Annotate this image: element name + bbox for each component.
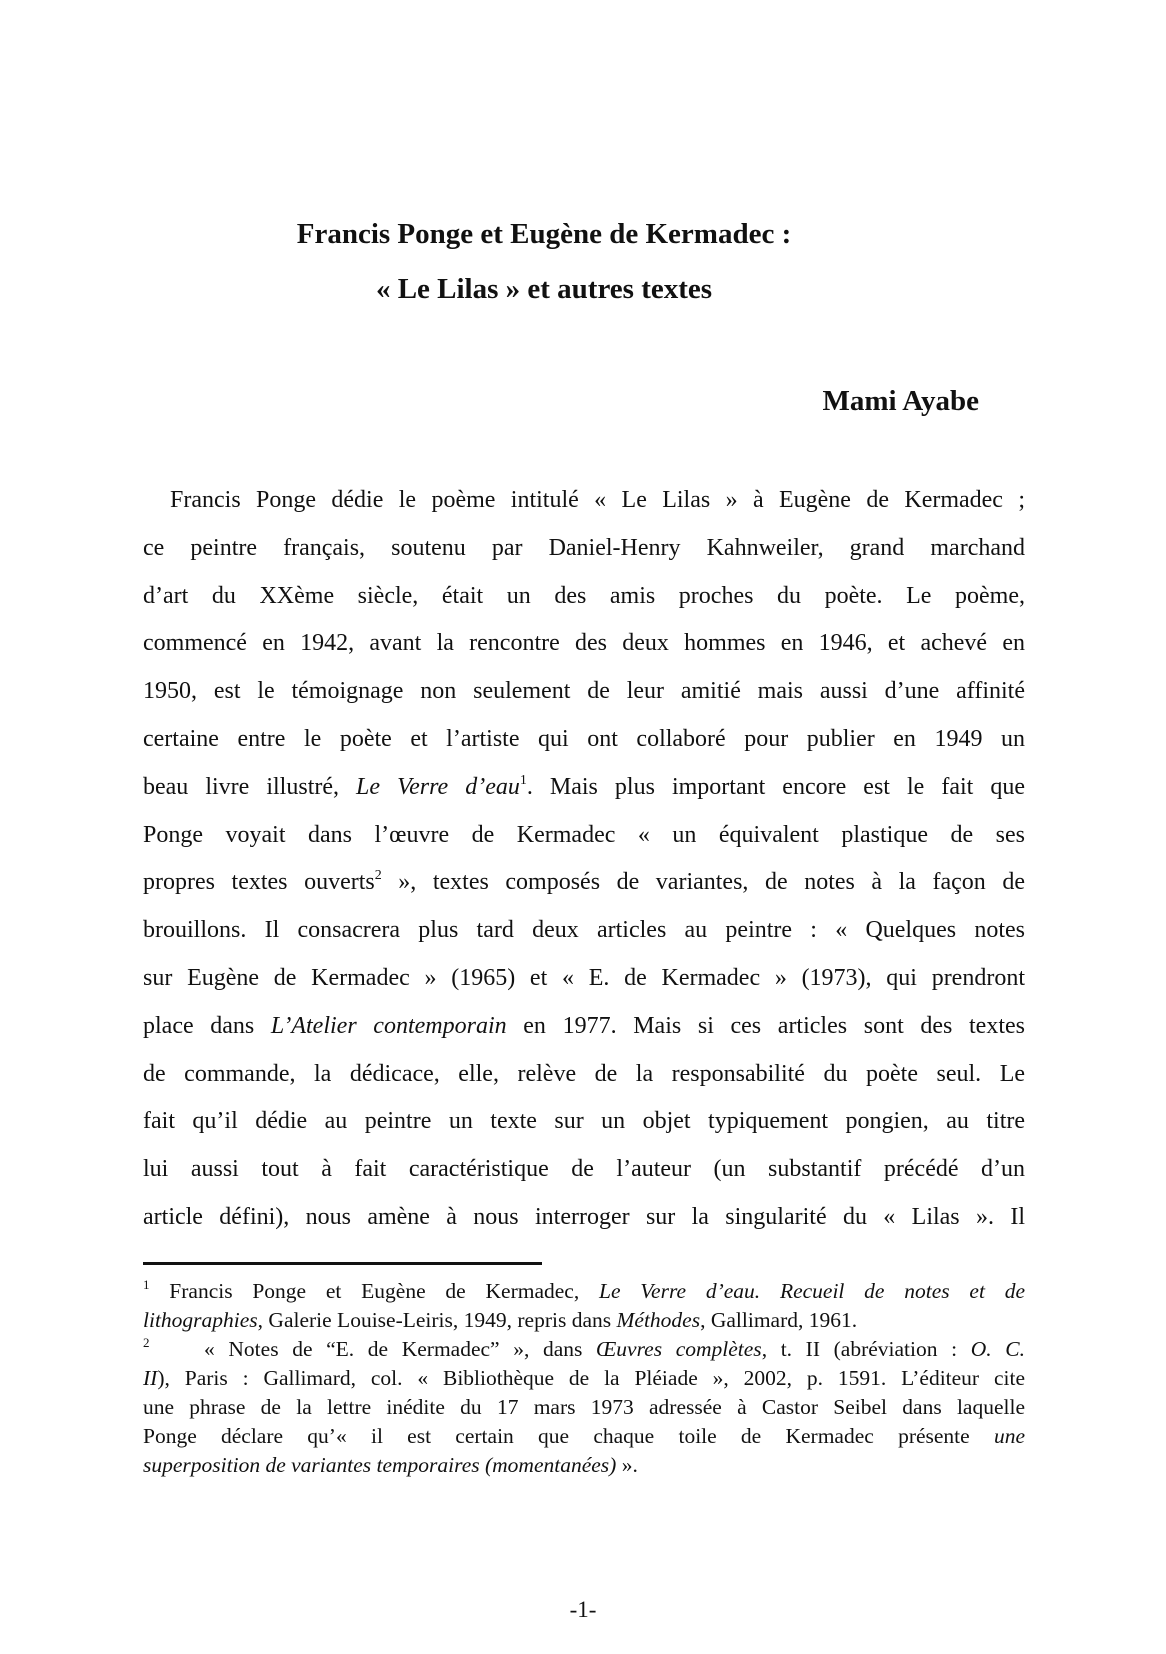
text-run: , Galerie Louise-Leiris, 1949, repris dans: [257, 1308, 617, 1332]
text-run: en 1977. Mais si ces articles sont des textes: [506, 1012, 1025, 1039]
footnote-ref-2[interactable]: 2: [374, 868, 382, 884]
body-line: [143, 764, 1025, 812]
body-line: article défini), nous amène à nous interroger sur la singularité du « Lilas ». Il: [143, 1203, 1025, 1230]
abbreviation: II: [143, 1366, 158, 1390]
book-title: L’Atelier contemporain: [270, 1012, 507, 1039]
book-title: Le Verre d’eau: [356, 773, 520, 800]
text-run: propres textes ouverts: [143, 869, 375, 896]
footnote-2-line: [143, 1422, 1025, 1451]
body-paragraph: [143, 477, 1025, 1242]
footnotes: [143, 1277, 1025, 1480]
footnote-marker-1: 1: [143, 1277, 150, 1292]
body-line: [143, 859, 1025, 907]
body-line: lui aussi tout à fait caractéristique de l’auteur (un substantif précédé d’un: [143, 1156, 1025, 1183]
footnote-marker-2: 2: [143, 1335, 150, 1350]
body-line: ce peintre français, soutenu par Daniel-Henry Kahnweiler, grand marchand: [143, 534, 1025, 561]
body-line: de commande, la dédicace, elle, relève de la responsabilité du poète seul. Le: [143, 1060, 1025, 1087]
body-line: [143, 1003, 1025, 1051]
quotation: une: [993, 1424, 1025, 1448]
text-run: beau livre illustré,: [143, 773, 357, 800]
body-line: sur Eugène de Kermadec » (1965) et « E. de Kermadec » (1973), qui prendront: [143, 964, 1025, 991]
text-run: « Notes de “E. de Kermadec” », dans: [149, 1337, 597, 1361]
text-run: , Gallimard, 1961.: [700, 1308, 858, 1332]
body-line: Ponge voyait dans l’œuvre de Kermadec « un équivalent plastique de ses: [143, 821, 1025, 848]
book-title: Œuvres complètes: [596, 1337, 762, 1361]
text-run: », textes composés de variantes, de notes à la façon de: [381, 869, 1026, 896]
body-line: fait qu’il dédie au peintre un texte sur un objet typiquement pongien, au titre: [143, 1108, 1025, 1135]
body-line: Francis Ponge dédie le poème intitulé « Le Lilas » à Eugène de Kermadec ;: [170, 487, 1025, 513]
footnote-2-line: une phrase de la lettre inédite du 17 mars 1973 adressée à Castor Seibel dans laquelle: [143, 1395, 1025, 1419]
footnote-ref-1[interactable]: 1: [519, 772, 527, 788]
text-run: ».: [616, 1453, 638, 1477]
text-run: . Mais plus important encore est le fait que: [526, 773, 1025, 800]
quotation: superposition de variantes temporaires (momentanées): [143, 1453, 617, 1477]
text-run: ), Paris : Gallimard, col. « Bibliothèque de la Pléiade », 2002, p. 1591. L’éditeur cite: [157, 1366, 1025, 1390]
footnote-1-line: [143, 1277, 1025, 1306]
body-line: 1950, est le témoignage non seulement de leur amitié mais aussi d’une affinité: [143, 678, 1025, 705]
book-title: lithographies: [143, 1308, 258, 1332]
text-run: Ponge déclare qu’« il est certain que chaque toile de Kermadec présente: [143, 1424, 994, 1448]
text-run: place dans: [143, 1012, 271, 1039]
article-title-line-2: « Le Lilas » et autres textes: [375, 273, 713, 305]
body-line: d’art du XXème siècle, était un des amis proches du poète. Le poème,: [143, 582, 1025, 609]
abbreviation: O. C.: [970, 1337, 1025, 1361]
text-run: , t. II (abréviation :: [761, 1337, 971, 1361]
body-line: certaine entre le poète et l’artiste qui ont collaboré pour publier en 1949 un: [143, 725, 1025, 752]
body-line: commencé en 1942, avant la rencontre des deux hommes en 1946, et achevé en: [143, 630, 1025, 657]
footnote-2-line: [143, 1451, 1025, 1480]
footnote-2-line: [143, 1335, 1025, 1364]
text-run: Francis Ponge et Eugène de Kermadec,: [149, 1279, 599, 1303]
article-title-line-1: Francis Ponge et Eugène de Kermadec :: [296, 218, 792, 250]
footnote-1-line: [143, 1306, 1025, 1335]
footnote-separator: [143, 1262, 542, 1265]
book-title: Méthodes: [616, 1308, 701, 1332]
author-name: Mami Ayabe: [822, 385, 979, 417]
page-number: -1-: [569, 1597, 597, 1622]
footnote-2-line: [143, 1364, 1025, 1393]
book-title: Le Verre d’eau. Recueil de notes et de: [599, 1279, 1026, 1303]
body-line: brouillons. Il consacrera plus tard deux articles au peintre : « Quelques notes: [143, 917, 1025, 944]
